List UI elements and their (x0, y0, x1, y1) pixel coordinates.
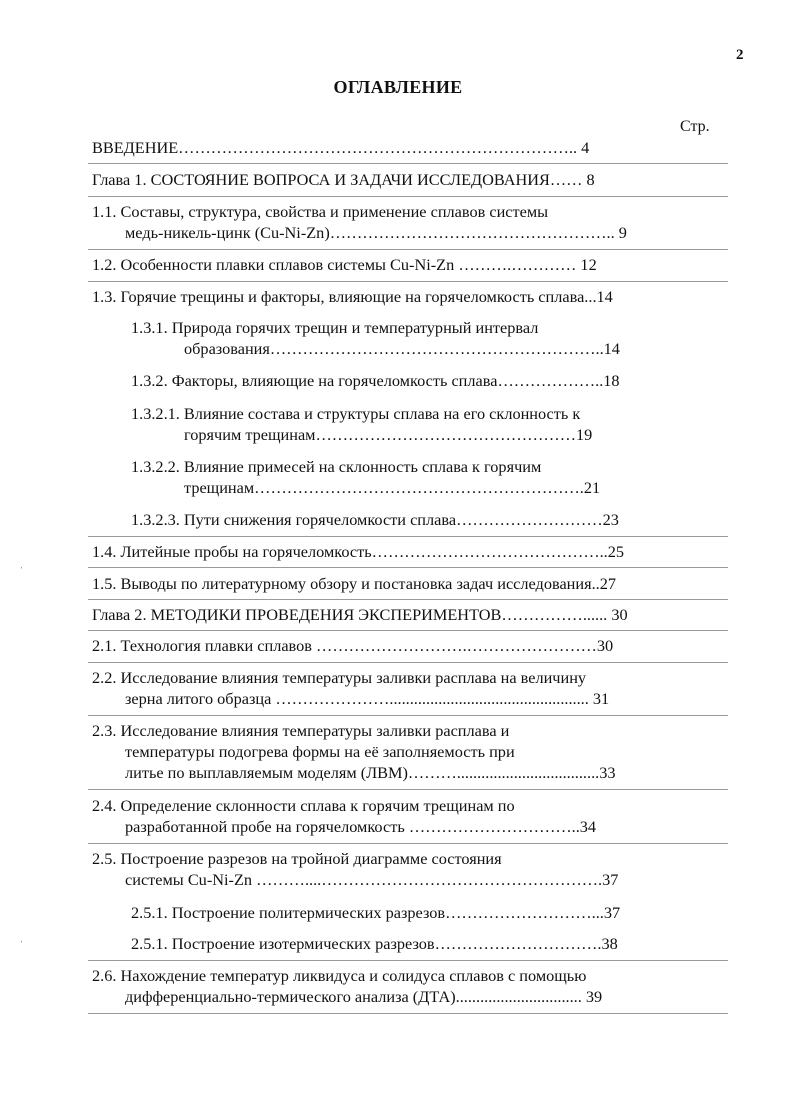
toc-entry-1-5[interactable] (92, 573, 732, 594)
toc-line: 1.3.1. Природа горячих трещин и температурный интервал (131, 318, 539, 337)
toc-entry-chapter-1[interactable] (92, 169, 732, 190)
toc-line: образования……………………………………………………..14 (184, 339, 620, 358)
toc-line: 2.4. Определение склонности сплава к горячим трещинам по (92, 796, 515, 815)
toc-line: 1.3.2. Факторы, влияющие на горячеломкость сплава………………..18 (131, 371, 620, 390)
divider (88, 249, 728, 250)
divider (88, 196, 728, 197)
margin-speck: ˈ (20, 940, 24, 951)
toc-entry-2-2[interactable] (92, 667, 732, 709)
toc-line: 2.5.1. Построение изотермических разрезов………………………….38 (131, 934, 618, 953)
toc-line: 1.3. Горячие трещины и факторы, влияющие на горячеломкость сплава...14 (92, 287, 613, 306)
toc-line: разработанной пробе на горячеломкость …………………………..34 (125, 817, 597, 836)
toc-line: 1.2. Особенности плавки сплавов системы Cu-Ni-Zn ……….………… 12 (92, 255, 597, 274)
toc-line: трещинам…………………………………………………….21 (184, 478, 601, 497)
toc-line: 2.6. Нахождение температур ликвидуса и солидуса сплавов с помощью (92, 966, 587, 985)
page-title: ОГЛАВЛЕНИЕ (333, 77, 463, 97)
divider (88, 536, 728, 537)
toc-line: зерна литого образца …………………................................................. 31 (125, 689, 610, 708)
divider (88, 789, 728, 790)
toc-entry-2-5[interactable] (92, 848, 732, 890)
toc-entry-1-3-2-1[interactable] (131, 403, 721, 445)
toc-line: литье по выплавляемым моделям (ЛВМ)………...................................33 (125, 763, 616, 782)
toc-line: 2.1. Технология плавки сплавов ……………………….……………………30 (92, 636, 614, 655)
toc-line: Глава 2. МЕТОДИКИ ПРОВЕДЕНИЯ ЭКСПЕРИМЕНТОВ……………...... 30 (92, 605, 628, 624)
toc-line: 1.4. Литейные пробы на горячеломкость……………………………………..25 (92, 542, 625, 561)
toc-entry-1-3-2-3[interactable] (131, 509, 721, 530)
divider (88, 163, 728, 164)
page-column-label: Стр. (680, 118, 710, 135)
divider (88, 662, 728, 663)
divider (88, 960, 728, 961)
toc-line: 1.3.2.2. Влияние примесей на склонность сплава к горячим (131, 457, 542, 476)
divider (88, 715, 728, 716)
toc-entry-2-4[interactable] (92, 795, 732, 837)
toc-entry-2-3[interactable] (92, 720, 732, 783)
page-number: 2 (736, 47, 744, 63)
toc-entry-introduction[interactable] (92, 137, 732, 158)
divider (88, 281, 728, 282)
divider (88, 630, 728, 631)
divider (88, 599, 728, 600)
toc-line: 1.5. Выводы по литературному обзору и постановка задач исследования..27 (92, 574, 617, 593)
toc-line: медь-никель-цинк (Cu-Ni-Zn)…………………………………………….. 9 (125, 223, 627, 242)
toc-line: системы Cu-Ni-Zn ………....…………………………………………….37 (125, 870, 619, 889)
toc-line: 1.3.2.3. Пути снижения горячеломкости сплава………………………23 (131, 510, 619, 529)
toc-entry-1-4[interactable] (92, 541, 732, 562)
toc-entry-chapter-2[interactable] (92, 604, 732, 625)
divider (88, 567, 728, 568)
toc-line: температуры подогрева формы на её заполняемость при (125, 742, 515, 761)
toc-entry-2-5-1-polythermal[interactable] (131, 902, 721, 923)
toc-line: дифференциально-термического анализа (ДТА)............................... 39 (125, 987, 603, 1006)
toc-entry-1-3-2-2[interactable] (131, 456, 721, 498)
toc-line: горячим трещинам…………………………………………19 (184, 425, 593, 444)
toc-line: 2.3. Исследование влияния температуры заливки расплава и (92, 721, 510, 740)
divider (88, 843, 728, 844)
toc-entry-1-1[interactable] (92, 201, 732, 243)
toc-entry-1-3-2[interactable] (131, 370, 721, 391)
toc-line: 1.1. Составы, структура, свойства и применение сплавов системы (92, 202, 549, 221)
divider (88, 1013, 728, 1014)
toc-entry-2-6[interactable] (92, 965, 732, 1007)
toc-entry-1-3-1[interactable] (131, 317, 721, 359)
toc-entry-2-1[interactable] (92, 635, 732, 656)
toc-entry-1-3[interactable] (92, 286, 732, 307)
toc-line: 1.3.2.1. Влияние состава и структуры сплава на его склонность к (131, 404, 581, 423)
toc-line: ВВЕДЕНИЕ……………………………………………………………….. 4 (92, 138, 590, 157)
toc-entry-1-2[interactable] (92, 254, 732, 275)
toc-line: 2.2. Исследование влияния температуры заливки расплава на величину (92, 668, 587, 687)
toc-line: 2.5. Построение разрезов на тройной диаграмме состояния (92, 849, 502, 868)
toc-line: Глава 1. СОСТОЯНИЕ ВОПРОСА И ЗАДАЧИ ИССЛЕДОВАНИЯ…… 8 (92, 170, 595, 189)
toc-line: 2.5.1. Построение политермических разрезов………………………...37 (131, 903, 621, 922)
margin-speck: ˈ (20, 566, 24, 577)
toc-entry-2-5-1-isothermal[interactable] (131, 933, 721, 954)
